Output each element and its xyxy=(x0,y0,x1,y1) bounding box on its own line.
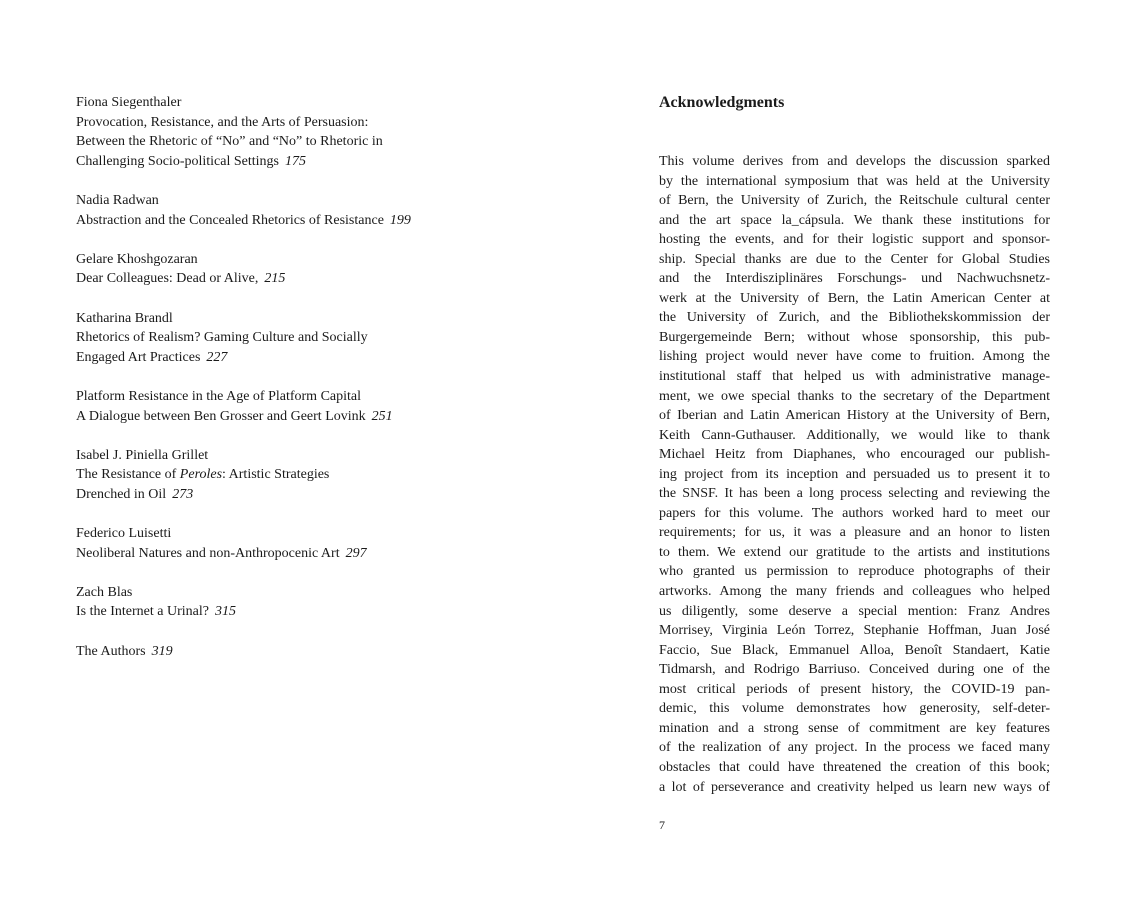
toc-entry xyxy=(76,583,546,622)
body-line: mination and a strong sense of commitment are key features xyxy=(659,720,1050,736)
toc-page-number: 199 xyxy=(389,212,411,228)
body-line: werk at the University of Bern, the Latin American Center at xyxy=(659,290,1050,306)
toc-page-number: 227 xyxy=(206,349,228,365)
toc-author: Isabel J. Piniella Grillet xyxy=(76,447,209,463)
body-line: Keith Cann-Guthauser. Additionally, we would like to thank xyxy=(659,427,1050,443)
toc-author: Katharina Brandl xyxy=(76,310,173,326)
body-line: and the Interdisziplinäres Forschungs- und Nachwuchsnetz- xyxy=(659,271,1050,287)
toc-title-line-with-page xyxy=(76,348,546,368)
body-line: Morrisey, Virginia León Torrez, Stephanie Hoffman, Juan José xyxy=(659,623,1050,639)
toc-author: Federico Luisetti xyxy=(76,526,172,542)
toc-page-number: 175 xyxy=(284,153,306,169)
body-line: the University of Zurich, and the Bibliothekskommission der xyxy=(659,310,1050,326)
body-line: papers for this volume. The authors worked hard to meet our xyxy=(659,505,1050,521)
toc-title-line-with-page xyxy=(76,269,546,289)
body-line: lishing project would never have come to fruition. Among the xyxy=(659,349,1050,365)
body-line: to them. We extend our gratitude to the artists and institutions xyxy=(659,544,1050,560)
toc-title-text: Drenched in Oil xyxy=(76,486,167,502)
toc-title-text: Dear Colleagues: Dead or Alive, xyxy=(76,271,259,287)
body-line: and the art space la_cápsula. We thank these institutions for xyxy=(659,212,1050,228)
toc-author: Gelare Khoshgozaran xyxy=(76,251,198,267)
toc-author: Zach Blas xyxy=(76,584,133,600)
body-line: demic, this volume demonstrates how generosity, self-deter- xyxy=(659,701,1050,717)
toc-page-number: 315 xyxy=(214,604,236,620)
toc-page-number: 297 xyxy=(345,545,367,561)
toc-entry xyxy=(76,93,546,171)
body-line: hosting the events, and for their logistic support and sponsor- xyxy=(659,232,1050,248)
body-line: ing project from its inception and persuaded us to present it to xyxy=(659,466,1050,482)
toc-authors-title: The Authors xyxy=(76,643,146,659)
toc-title-line-with-page xyxy=(76,642,546,662)
toc-author: Fiona Siegenthaler xyxy=(76,95,182,110)
toc-title-line-with-page xyxy=(76,485,546,505)
toc-title-line: Provocation, Resistance, and the Arts of Persuasion: xyxy=(76,114,369,130)
body-line: who granted us permission to reproduce photographs of their xyxy=(659,564,1050,580)
body-line: Faccio, Sue Black, Emmanuel Alloa, Benoît Standaert, Katie xyxy=(659,642,1050,658)
toc-title-text: Is the Internet a Urinal? xyxy=(76,604,209,620)
page-number: 7 xyxy=(659,818,665,832)
toc-title-line-with-page xyxy=(76,407,546,427)
body-line: of the realization of any project. In the process we faced many xyxy=(659,740,1050,756)
body-line: Tidmarsh, and Rodrigo Barriuso. Conceived during one of the xyxy=(659,662,1050,678)
body-line: This volume derives from and develops the discussion sparked xyxy=(659,154,1050,169)
acknowledgments-page xyxy=(659,92,1050,795)
toc-entry xyxy=(76,524,546,563)
toc-page-number: 273 xyxy=(172,486,194,502)
toc-title-line: Rhetorics of Realism? Gaming Culture and Socially xyxy=(76,330,368,346)
toc-author: Nadia Radwan xyxy=(76,192,159,208)
italic-title-word: Peroles xyxy=(179,467,223,483)
body-line: artworks. Among the many friends and colleagues who helped xyxy=(659,584,1050,600)
body-line: most critical periods of present history, the COVID-19 pan- xyxy=(659,681,1050,697)
toc-title-line-with-page xyxy=(76,544,546,564)
toc-page-number: 319 xyxy=(151,643,173,659)
toc-entry xyxy=(76,191,546,230)
body-line: institutional staff that helped us with administrative manage- xyxy=(659,369,1050,385)
toc-page-number: 251 xyxy=(371,408,393,424)
toc-title-text: Neoliberal Natures and non-Anthropocenic Art xyxy=(76,545,340,561)
toc-title-text: Challenging Socio-political Settings xyxy=(76,153,279,169)
body-line: by the international symposium that was held at the University xyxy=(659,173,1050,189)
toc-title-text: Abstraction and the Concealed Rhetorics of Resistance xyxy=(76,212,384,228)
body-line: of Iberian and Latin American History at the University of Bern, xyxy=(659,408,1050,424)
acknowledgments-body xyxy=(659,152,1050,797)
body-line: a lot of perseverance and creativity helped us learn new ways of xyxy=(659,779,1050,795)
body-line: requirements; for us, it was a pleasure and an honor to listen xyxy=(659,525,1050,541)
body-line: Michael Heitz from Diaphanes, who encouraged our publish- xyxy=(659,447,1050,463)
toc-title-line-with-page xyxy=(76,211,546,231)
page-title: Acknowledgments xyxy=(659,94,785,111)
toc-entry-authors xyxy=(76,642,546,662)
body-line: of Bern, the University of Zurich, the Reitschule cultural center xyxy=(659,193,1050,209)
toc-entry xyxy=(76,309,546,368)
body-line: ment, we owe special thanks to the secretary of the Department xyxy=(659,388,1050,404)
toc-title-line-with-page xyxy=(76,152,546,172)
body-line: the SNSF. It has been a long process selecting and reviewing the xyxy=(659,486,1050,502)
toc-entry xyxy=(76,250,546,289)
toc-entry xyxy=(76,387,546,426)
toc-title-text: A Dialogue between Ben Grosser and Geert Lovink xyxy=(76,408,366,424)
toc-page-number: 215 xyxy=(264,271,286,287)
body-line: obstacles that could have threatened the creation of this book; xyxy=(659,759,1050,775)
toc-title-line-with-page xyxy=(76,602,546,622)
body-line: us diligently, some deserve a special mention: Franz Andres xyxy=(659,603,1050,619)
table-of-contents xyxy=(76,93,546,681)
body-line: ship. Special thanks are due to the Center for Global Studies xyxy=(659,251,1050,267)
toc-author: Platform Resistance in the Age of Platform Capital xyxy=(76,388,361,404)
toc-title-line: The Resistance of Peroles: Artistic Strategies xyxy=(76,467,330,483)
toc-entry xyxy=(76,446,546,505)
toc-title-text: Engaged Art Practices xyxy=(76,349,201,365)
toc-title-line: Between the Rhetoric of “No” and “No” to Rhetoric in xyxy=(76,134,383,150)
body-line: Burgergemeinde Bern; without whose sponsorship, this pub- xyxy=(659,329,1050,345)
